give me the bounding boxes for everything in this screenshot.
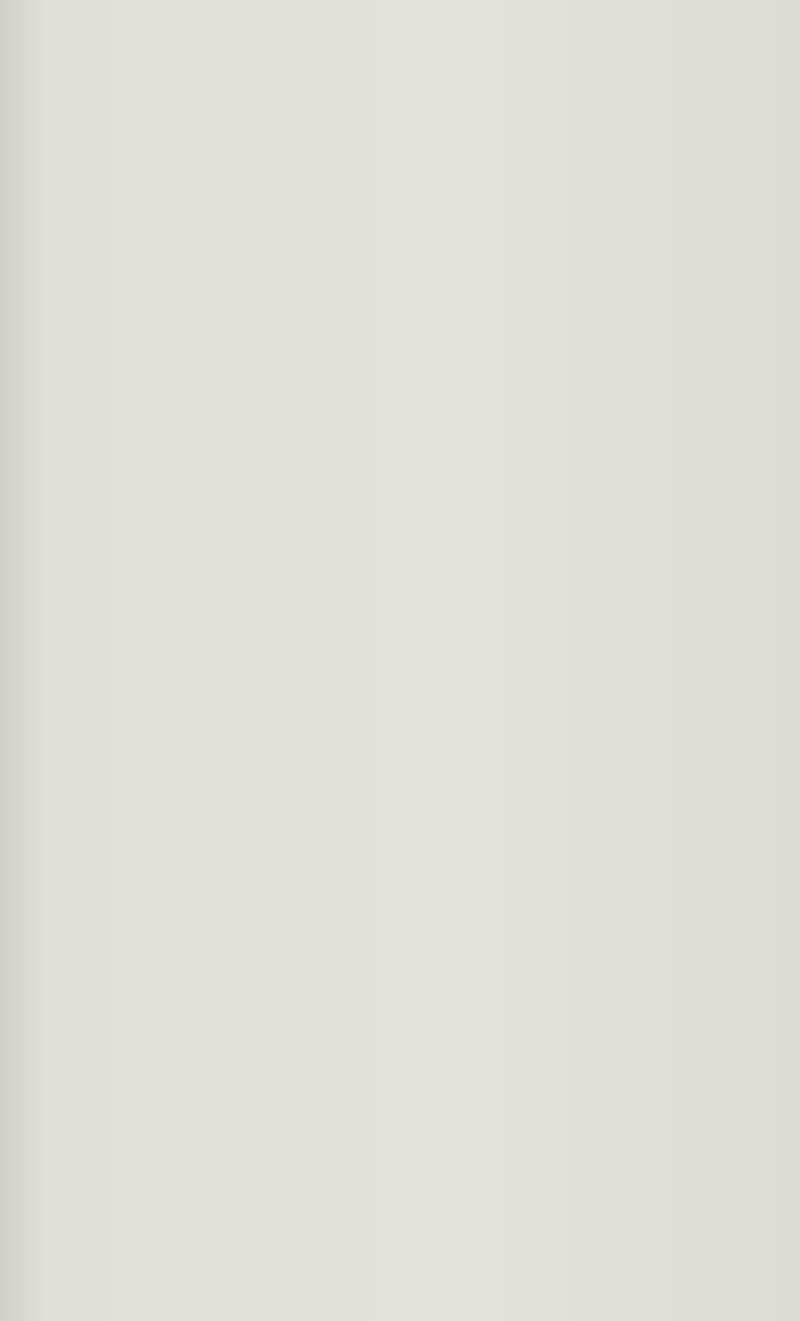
paragraph — [64, 476, 728, 788]
paragraph — [64, 1080, 728, 1262]
text-line — [64, 320, 728, 346]
text-line — [64, 294, 728, 320]
text-line — [64, 476, 728, 502]
text-line — [64, 918, 728, 944]
text-line — [64, 112, 728, 138]
text-line — [64, 86, 728, 112]
text-line — [64, 450, 728, 476]
text-line — [64, 502, 728, 528]
text-line — [64, 970, 728, 996]
text-line — [64, 1080, 728, 1106]
text-line — [64, 216, 728, 242]
paragraph — [64, 970, 728, 1074]
text-line — [64, 866, 728, 892]
text-line — [64, 346, 728, 372]
text-line — [64, 242, 728, 268]
text-line — [64, 164, 728, 190]
text-line — [64, 840, 728, 866]
text-line — [64, 658, 728, 684]
text-line — [64, 632, 728, 658]
text-line — [64, 684, 728, 710]
text-line — [64, 190, 728, 216]
text-line — [64, 892, 728, 918]
text-line — [64, 1022, 728, 1048]
text-line — [64, 398, 728, 424]
text-line — [64, 528, 728, 554]
text-line — [64, 1048, 728, 1074]
text-line — [64, 554, 728, 580]
text-line — [64, 372, 728, 398]
paragraph — [64, 346, 728, 476]
text-line — [64, 424, 728, 450]
text-line — [64, 1210, 728, 1236]
text-line — [64, 1106, 728, 1132]
paragraph — [64, 190, 728, 346]
text-line — [64, 1132, 728, 1158]
body-text — [64, 60, 728, 1262]
text-line — [64, 996, 728, 1022]
text-line — [64, 580, 728, 606]
text-line — [64, 606, 728, 632]
text-line — [64, 138, 728, 164]
text-line — [64, 710, 728, 736]
paragraph — [64, 60, 728, 190]
text-line — [64, 268, 728, 294]
running-header — [98, 24, 728, 54]
paragraph — [64, 788, 728, 970]
text-line — [64, 814, 728, 840]
text-line — [64, 1158, 728, 1184]
text-line — [64, 60, 728, 86]
text-line — [64, 736, 728, 762]
text-line — [64, 762, 728, 788]
text-line — [64, 944, 728, 970]
text-line — [64, 1184, 728, 1210]
text-line — [64, 788, 728, 814]
text-line — [64, 1236, 728, 1262]
